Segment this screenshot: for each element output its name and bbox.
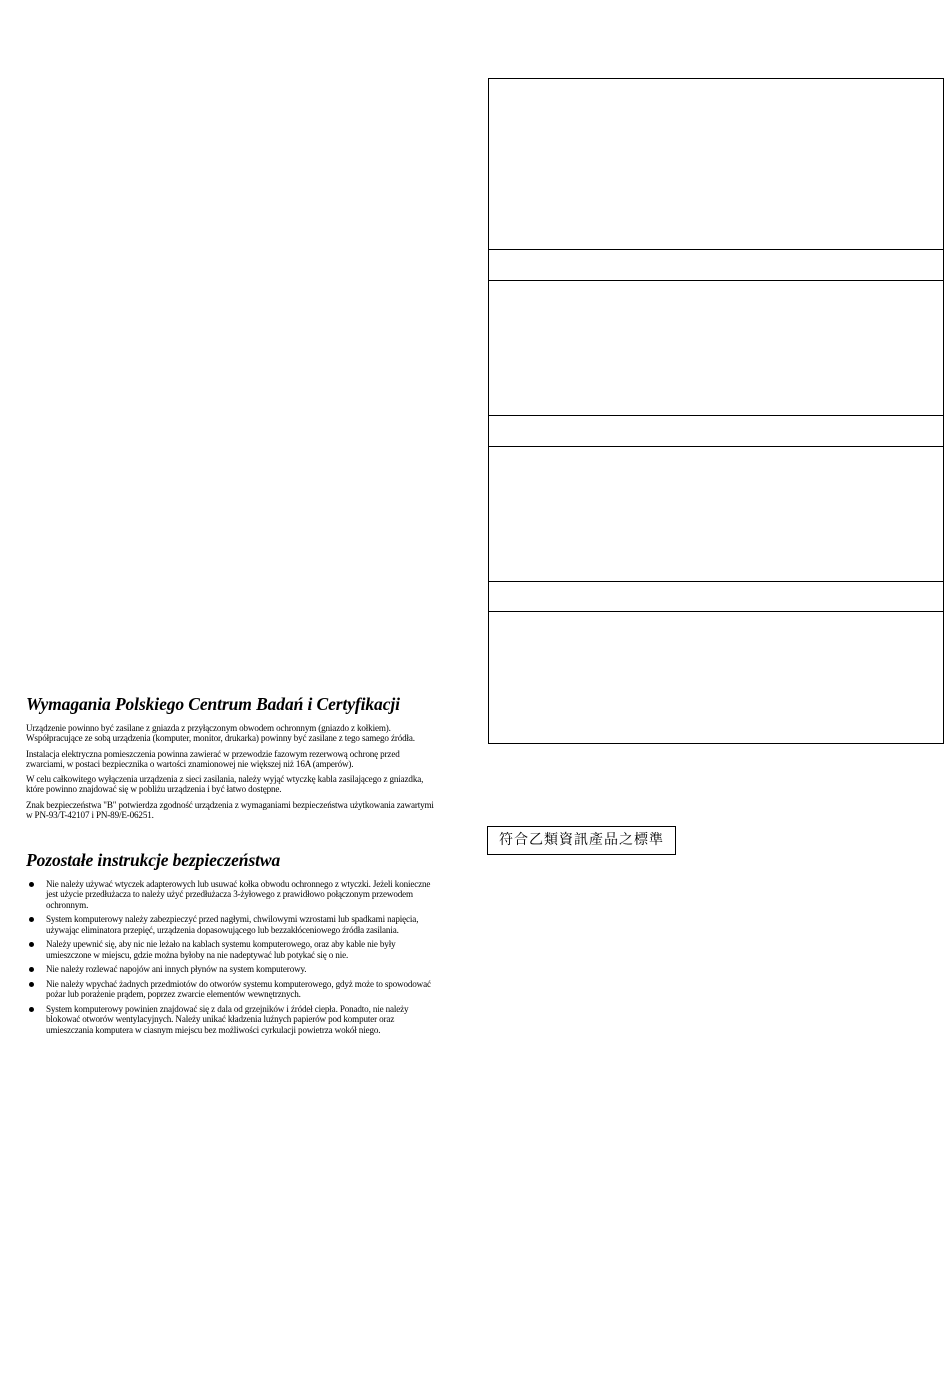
pcbc-paragraph: Znak bezpieczeństwa "B" potwierdza zgodność urządzenia z wymaganiami bezpieczeństwa użytkowania zawartymi w PN-93/T-42107 i PN-89/E-06251. <box>26 799 434 821</box>
pcbc-title: Wymagania Polskiego Centrum Badań i Certyfikacji <box>26 694 400 714</box>
pcbc-paragraph: Urządzenie powinno być zasilane z gniazda z przyłączonym obwodem ochronnym (gniazdo z kołkiem). Współpracujące ze sobą urządzenia (komputer, monitor, drukarka) powinny być zasilane z tego samego źródła. <box>26 723 415 744</box>
table-divider <box>489 446 943 447</box>
pcbc-paragraph: W celu całkowitego wyłączenia urządzenia z sieci zasilania, należy wyjąć wtyczkę kabla zasilającego z gniazdka, które powinno znajdować się w pobliżu urządzenia i być łatwo dostępne. <box>26 774 424 795</box>
empty-bordered-table <box>488 78 944 744</box>
list-item-text: Nie należy rozlewać napojów ani innych płynów na system komputerowy. <box>46 964 307 975</box>
list-item <box>26 964 434 974</box>
list-item <box>26 1004 434 1035</box>
left-column <box>26 693 434 1035</box>
list-item <box>26 914 434 935</box>
list-item <box>26 879 434 910</box>
pcbc-paragraph: Instalacja elektryczna pomieszczenia powinna zawierać w przewodzie fazowym rezerwową ochronę przed zwarciami, w postaci bezpiecznika o wartości znamionowej nie większej niż 16A (amperów). <box>26 748 400 769</box>
table-divider <box>489 249 943 250</box>
taiwan-class-b-label: 符合乙類資訊產品之標準 <box>487 826 676 855</box>
list-item-text: Nie należy wpychać żadnych przedmiotów do otworów systemu komputerowego, gdyż może to spowodować pożar lub porażenie prądem, poprzez zwarcie elementów wewnętrznych. <box>46 978 431 1000</box>
bullet-icon <box>29 967 34 972</box>
table-divider <box>489 611 943 612</box>
bullet-icon <box>29 942 34 947</box>
list-item-text: System komputerowy powinien znajdować się z dala od grzejników i źródeł ciepła. Ponadto, nie należy blokować otworów wentylacyjnych. Należy unikać kładzenia luźnych papierów pod komputer oraz umieszczania komputera w ciasnym miejscu bez możliwości cyrkulacji powietrza wokół niego. <box>46 1003 409 1035</box>
other-instructions-title: Pozostałe instrukcje bezpieczeństwa <box>26 850 281 870</box>
other-instructions-section <box>26 849 434 1039</box>
table-divider <box>489 581 943 582</box>
list-item-text: System komputerowy należy zabezpieczyć przed nagłymi, chwilowymi wzrostami lub spadkami napięcia, używając eliminatora przepięć, urządzenia dopasowującego lub bezzakłóceniowego źródła zasilania. <box>46 914 419 935</box>
list-item-text: Nie należy używać wtyczek adapterowych lub usuwać kołka obwodu ochronnego z wtyczki. Jeżeli konieczne jest użycie przedłużacza to należy użyć przedłużacza 3-żyłowego z prawidłowo połączonym przewodem ochronnym. <box>46 879 431 910</box>
bullet-icon <box>29 917 34 922</box>
bullet-icon <box>29 982 34 987</box>
bullet-icon <box>29 1007 34 1012</box>
instructions-list <box>26 879 434 1035</box>
table-divider <box>489 415 943 416</box>
pcbc-section <box>26 693 434 850</box>
list-item <box>26 939 434 960</box>
list-item <box>26 979 434 1000</box>
table-divider <box>489 280 943 281</box>
list-item-text: Należy upewnić się, aby nic nie leżało na kablach systemu komputerowego, oraz aby kable nie były umieszczone w miejscu, gdzie można byłoby na nie nadeptywać lub potykać się o nie. <box>46 939 396 960</box>
bullet-icon <box>29 882 34 887</box>
